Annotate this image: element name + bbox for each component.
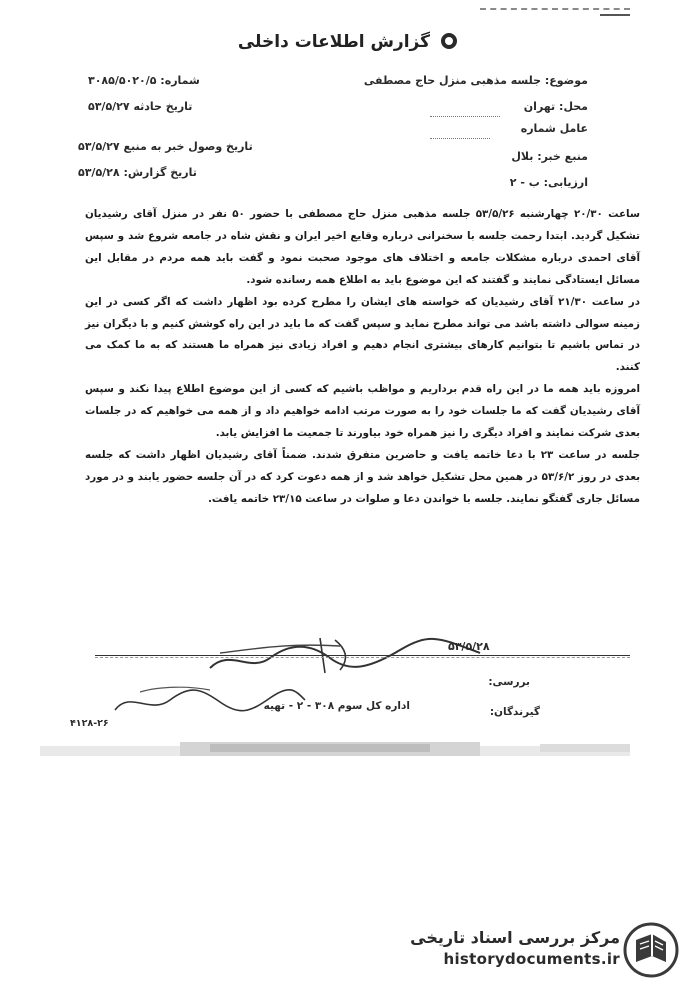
place-value: تهران <box>523 100 556 113</box>
emblem-icon <box>438 30 460 52</box>
place-field: محل: تهران <box>523 100 588 113</box>
watermark-org-name: مرکز بررسی اسناد تاریخی <box>410 928 620 947</box>
incident-date-field <box>88 100 192 113</box>
incident-date-value: ۵۳/۵/۲۷ <box>88 100 130 113</box>
report-date-label: تاریخ گزارش <box>127 166 197 179</box>
document-title: گزارش اطلاعات داخلی <box>237 32 430 52</box>
archive-logo-icon <box>622 922 680 978</box>
watermark-url: historydocuments.ir <box>443 950 620 968</box>
agent-label: عامل <box>559 122 588 135</box>
subject-value: جلسه مذهبی منزل حاج مصطفی <box>363 74 542 87</box>
review-label: بررسی <box>492 676 530 688</box>
source-field: منبع خبر: بلال <box>511 150 588 163</box>
handnote-date: ۵۳/۵/۲۸ <box>448 640 490 653</box>
number-value: ۳۰۸۵/۵۰۲۰/۵ <box>88 74 157 87</box>
incident-date-label: تاریخ حادثه <box>133 100 193 113</box>
body-paragraph: در ساعت ۲۱/۳۰ آقای رشیدیان که خواسته های ایشان را مطرح کرده بود اظهار داشت که اگر کسی در این زمینه سوالی داشته باشد می تواند مطرح نماید و سپس گفت که ما باید در این راه کوشش کنیم و با دیگران نیز در تماس باشیم تا بتوانیم کارهای بیشتری انجام دهیم و افراد زیادی نیز همراه ما هستند که به ما کمک می کنند. <box>85 295 640 374</box>
document-header <box>230 30 460 60</box>
report-date-field: تاریخ گزارش: ۵۳/۵/۲۸ <box>78 166 197 179</box>
source-value: بلال <box>511 150 534 163</box>
number-label: شماره <box>164 74 200 87</box>
top-dash-rule-short <box>600 14 630 16</box>
agent-fill-line <box>430 138 490 139</box>
received-date-field <box>78 140 253 153</box>
review-field: بررسی: <box>488 676 530 688</box>
subject-label: موضوع <box>549 74 588 87</box>
archive-watermark <box>410 920 690 978</box>
handwritten-signature <box>200 628 500 678</box>
subject-field: موضوع: جلسه مذهبی منزل حاج مصطفی <box>363 74 588 87</box>
handwritten-note <box>110 680 310 720</box>
number-field: شماره: ۳۰۸۵/۵۰۲۰/۵ <box>88 74 200 87</box>
evaluation-value: ب - ۲ <box>509 176 540 189</box>
cc-label: گیرندگان <box>494 706 540 718</box>
received-date-label: تاریخ وصول خبر به منبع <box>123 140 253 153</box>
agent-field <box>521 122 588 135</box>
body-paragraph: جلسه در ساعت ۲۳ با دعا خاتمه یافت و حاضرین متفرق شدند. ضمناً آقای رشیدیان اظهار داشت که جلسه بعدی در روز ۵۳/۶/۲ در همین محل تشکیل خواهد شد و از همه دعوت کرد که در آن جلسه حضور یابند و در مورد مسائل جاری گفتگو نمایند. جلسه با خواندن دعا و صلوات در ساعت ۲۳/۱۵ خاتمه یافت. <box>85 448 640 505</box>
place-label: محل <box>563 100 588 113</box>
grade-label: شماره <box>520 122 556 135</box>
source-label: منبع خبر <box>541 150 588 163</box>
evaluation-label: ارزیابی <box>548 176 588 189</box>
scan-smudge <box>40 738 630 764</box>
action-value: اداره کل سوم ۳۰۸ - ۲ - تهیه <box>263 700 410 712</box>
footer-divider <box>95 655 630 656</box>
place-fill-line <box>430 116 500 117</box>
body-paragraph: ساعت ۲۰/۳۰ چهارشنبه ۵۳/۵/۲۶ جلسه مذهبی منزل حاج مصطفی با حضور ۵۰ نفر در منزل آقای رشیدیان تشکیل گردید. ابتدا رحمت جلسه با سخنرانی درباره وقایع اخیر ایران و نقش شاه در جامعه شروع شد و سپس آقای احمدی درباره مشکلات جامعه و اختلاف های موجود صحبت نمود و گفت باید همه مردم در مقابل این مسائل ایستادگی نمایند و گفتند که این موضوع باید به اطلاع همه رسانده شود. <box>85 208 640 286</box>
body-paragraph: امروزه باید همه ما در این راه قدم برداریم و مواظب باشیم که کسی از این موضوع اطلاع پیدا نکند و سپس آقای رشیدیان گفت که ما جلسات خود را به صورت مرتب ادامه خواهیم داد و از همه می خواهیم که در جلسات بعدی شرکت نمایند و افراد دیگری را نیز همراه خود بیاورند تا جمعیت ما افزایش یابد. <box>85 383 640 440</box>
top-dash-rule <box>480 8 630 10</box>
evaluation-field: ارزیابی: ب - ۲ <box>509 176 588 189</box>
footer-divider-dashed <box>95 657 630 658</box>
report-date-value: ۵۳/۵/۲۸ <box>78 166 120 179</box>
side-number: ۴۱۲۸-۲۶ <box>70 718 109 729</box>
report-body <box>85 204 640 511</box>
cc-field: گیرندگان: <box>489 706 540 718</box>
received-date-value: ۵۳/۵/۲۷ <box>78 140 120 153</box>
